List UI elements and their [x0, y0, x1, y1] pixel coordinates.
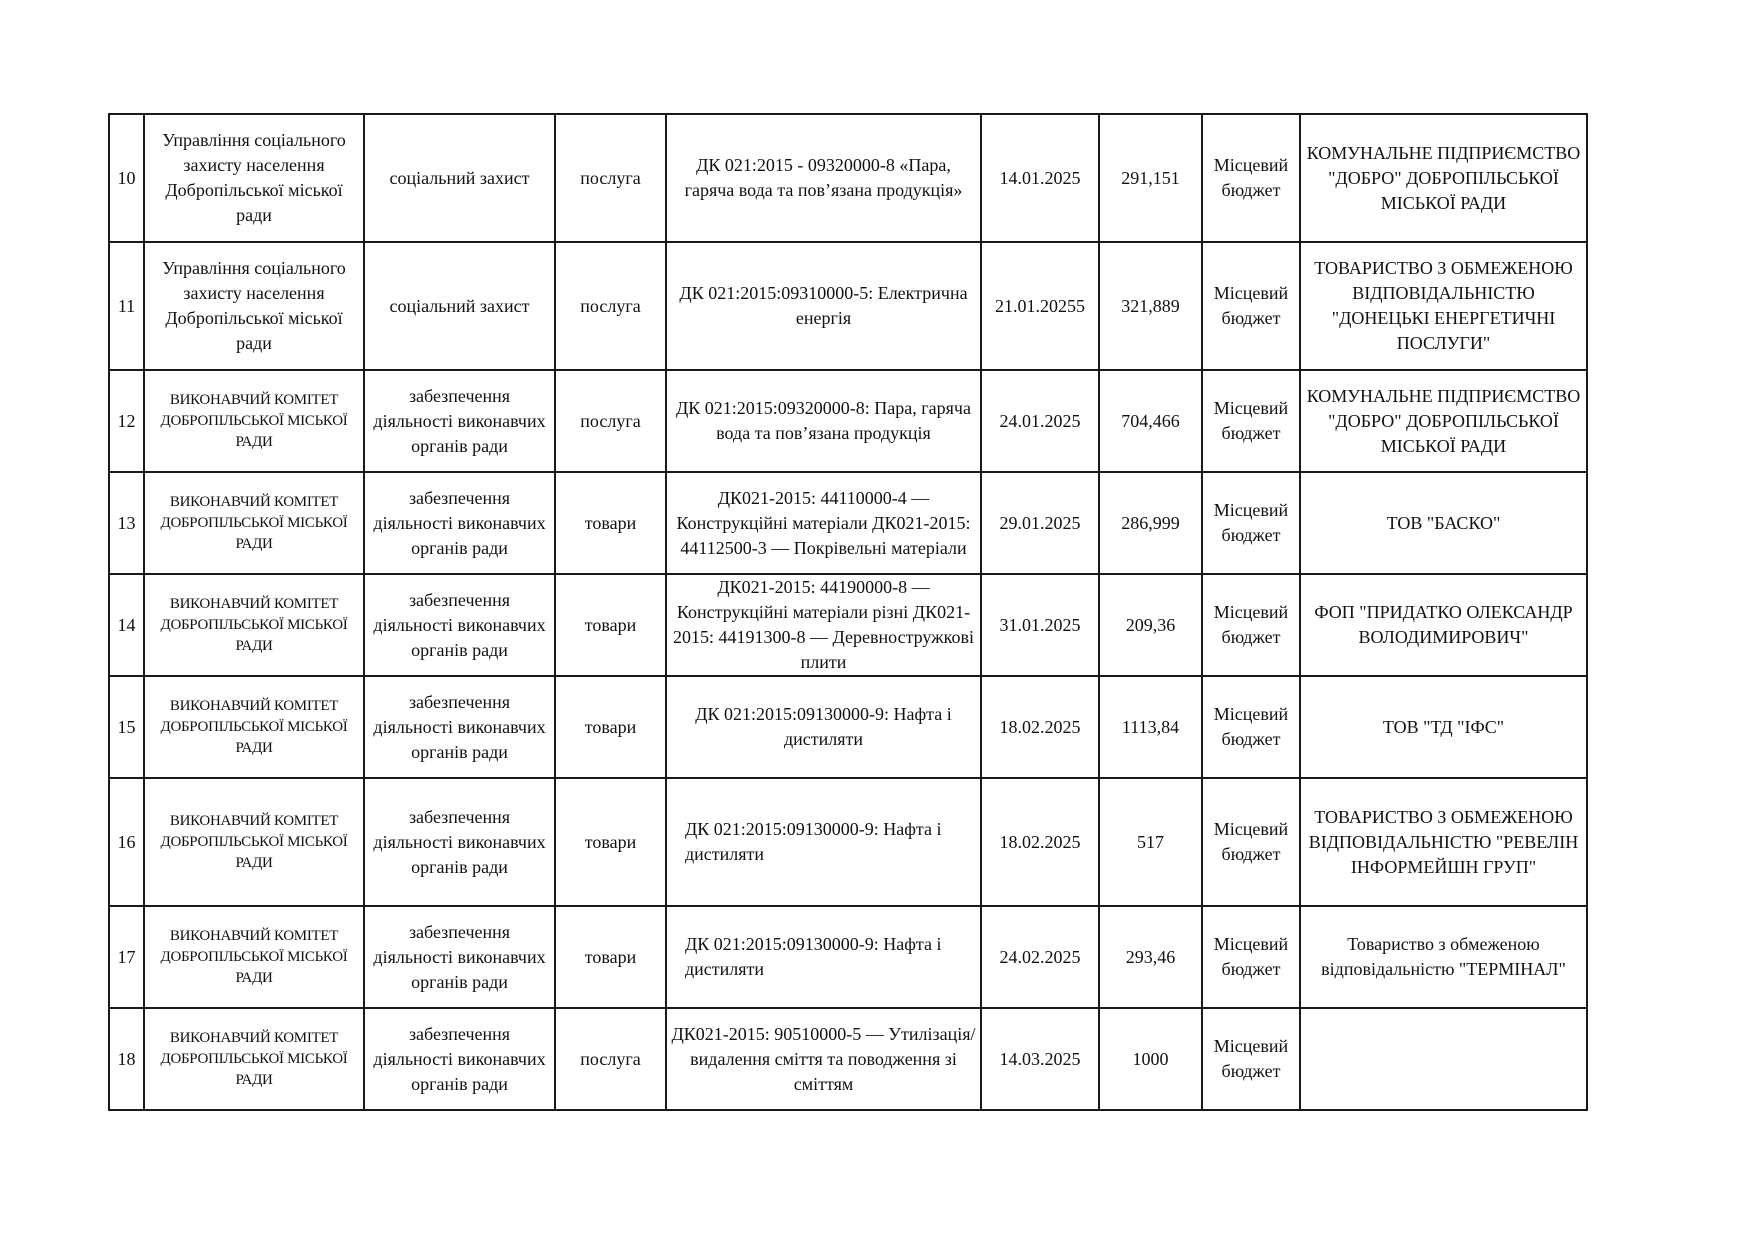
funding-source-cell: Місцевий бюджет	[1202, 114, 1300, 242]
procurement-type-cell: послуга	[555, 242, 666, 370]
supplier-cell: ТОВАРИСТВО З ОБМЕЖЕНОЮ ВІДПОВІДАЛЬНІСТЮ "ДОНЕЦЬКІ ЕНЕРГЕТИЧНІ ПОСЛУГИ"	[1300, 242, 1587, 370]
customer-cell: ВИКОНАВЧИЙ КОМІТЕТ ДОБРОПІЛЬСЬКОЇ МІСЬКОЇ РАДИ	[144, 1008, 364, 1110]
amount-cell: 209,36	[1099, 574, 1202, 676]
sphere-cell: забезпечення діяльності виконавчих органів ради	[364, 906, 555, 1008]
sphere-cell: забезпечення діяльності виконавчих органів ради	[364, 472, 555, 574]
row-number: 18	[109, 1008, 144, 1110]
sphere-cell: забезпечення діяльності виконавчих органів ради	[364, 1008, 555, 1110]
amount-cell: 1000	[1099, 1008, 1202, 1110]
supplier-cell: Товариство з обмеженою відповідальністю "ТЕРМІНАЛ"	[1300, 906, 1587, 1008]
funding-source-cell: Місцевий бюджет	[1202, 906, 1300, 1008]
subject-cell: ДК 021:2015:09310000-5: Електрична енергія	[666, 242, 981, 370]
row-number: 16	[109, 778, 144, 906]
row-number: 15	[109, 676, 144, 778]
customer-cell: ВИКОНАВЧИЙ КОМІТЕТ ДОБРОПІЛЬСЬКОЇ МІСЬКОЇ РАДИ	[144, 472, 364, 574]
procurement-type-cell: товари	[555, 906, 666, 1008]
sphere-cell: соціальний захист	[364, 242, 555, 370]
date-cell: 18.02.2025	[981, 778, 1099, 906]
table-row	[109, 114, 1587, 242]
amount-cell: 286,999	[1099, 472, 1202, 574]
customer-cell: Управління соціального захисту населення Добропільської міської ради	[144, 242, 364, 370]
customer-cell: ВИКОНАВЧИЙ КОМІТЕТ ДОБРОПІЛЬСЬКОЇ МІСЬКОЇ РАДИ	[144, 778, 364, 906]
row-number: 12	[109, 370, 144, 472]
date-cell: 18.02.2025	[981, 676, 1099, 778]
funding-source-cell: Місцевий бюджет	[1202, 242, 1300, 370]
customer-cell: ВИКОНАВЧИЙ КОМІТЕТ ДОБРОПІЛЬСЬКОЇ МІСЬКОЇ РАДИ	[144, 906, 364, 1008]
subject-cell: ДК021-2015: 90510000-5 — Утилізація/видалення сміття та поводження зі сміттям	[666, 1008, 981, 1110]
supplier-cell: КОМУНАЛЬНЕ ПІДПРИЄМСТВО "ДОБРО" ДОБРОПІЛЬСЬКОЇ МІСЬКОЇ РАДИ	[1300, 370, 1587, 472]
sphere-cell: забезпечення діяльності виконавчих органів ради	[364, 370, 555, 472]
subject-cell: ДК 021:2015:09130000-9: Нафта і дистиляти	[666, 906, 981, 1008]
procurement-type-cell: товари	[555, 472, 666, 574]
amount-cell: 1113,84	[1099, 676, 1202, 778]
row-number: 14	[109, 574, 144, 676]
table-row	[109, 778, 1587, 906]
funding-source-cell: Місцевий бюджет	[1202, 778, 1300, 906]
date-cell: 24.02.2025	[981, 906, 1099, 1008]
procurement-type-cell: послуга	[555, 114, 666, 242]
table-row	[109, 676, 1587, 778]
supplier-cell: КОМУНАЛЬНЕ ПІДПРИЄМСТВО "ДОБРО" ДОБРОПІЛЬСЬКОЇ МІСЬКОЇ РАДИ	[1300, 114, 1587, 242]
procurement-type-cell: товари	[555, 778, 666, 906]
funding-source-cell: Місцевий бюджет	[1202, 472, 1300, 574]
funding-source-cell: Місцевий бюджет	[1202, 370, 1300, 472]
supplier-cell: ТОВ "ТД "ІФС"	[1300, 676, 1587, 778]
supplier-cell: ФОП "ПРИДАТКО ОЛЕКСАНДР ВОЛОДИМИРОВИЧ"	[1300, 574, 1587, 676]
customer-cell: ВИКОНАВЧИЙ КОМІТЕТ ДОБРОПІЛЬСЬКОЇ МІСЬКОЇ РАДИ	[144, 370, 364, 472]
amount-cell: 293,46	[1099, 906, 1202, 1008]
table-row	[109, 906, 1587, 1008]
row-number: 17	[109, 906, 144, 1008]
date-cell: 24.01.2025	[981, 370, 1099, 472]
amount-cell: 321,889	[1099, 242, 1202, 370]
table-row	[109, 472, 1587, 574]
table-row	[109, 574, 1587, 676]
row-number: 11	[109, 242, 144, 370]
amount-cell: 517	[1099, 778, 1202, 906]
procurement-type-cell: послуга	[555, 1008, 666, 1110]
sphere-cell: забезпечення діяльності виконавчих органів ради	[364, 574, 555, 676]
funding-source-cell: Місцевий бюджет	[1202, 574, 1300, 676]
row-number: 10	[109, 114, 144, 242]
customer-cell: Управління соціального захисту населення Добропільської міської ради	[144, 114, 364, 242]
subject-cell: ДК021-2015: 44110000-4 — Конструкційні матеріали ДК021-2015: 44112500-3 — Покрівельні матеріали	[666, 472, 981, 574]
procurement-table	[108, 113, 1588, 1111]
supplier-cell	[1300, 1008, 1587, 1110]
sphere-cell: забезпечення діяльності виконавчих органів ради	[364, 676, 555, 778]
date-cell: 14.03.2025	[981, 1008, 1099, 1110]
subject-cell: ДК 021:2015:09130000-9: Нафта і дистиляти	[666, 676, 981, 778]
subject-cell: ДК 021:2015:09320000-8: Пара, гаряча вода та пов’язана продукція	[666, 370, 981, 472]
date-cell: 14.01.2025	[981, 114, 1099, 242]
supplier-cell: ТОВ "БАСКО"	[1300, 472, 1587, 574]
subject-cell: ДК 021:2015:09130000-9: Нафта і дистиляти	[666, 778, 981, 906]
table-row	[109, 370, 1587, 472]
amount-cell: 291,151	[1099, 114, 1202, 242]
table-row	[109, 1008, 1587, 1110]
date-cell: 31.01.2025	[981, 574, 1099, 676]
sphere-cell: соціальний захист	[364, 114, 555, 242]
date-cell: 29.01.2025	[981, 472, 1099, 574]
sphere-cell: забезпечення діяльності виконавчих органів ради	[364, 778, 555, 906]
subject-cell: ДК 021:2015 - 09320000-8 «Пара, гаряча вода та пов’язана продукція»	[666, 114, 981, 242]
customer-cell: ВИКОНАВЧИЙ КОМІТЕТ ДОБРОПІЛЬСЬКОЇ МІСЬКОЇ РАДИ	[144, 574, 364, 676]
funding-source-cell: Місцевий бюджет	[1202, 676, 1300, 778]
amount-cell: 704,466	[1099, 370, 1202, 472]
funding-source-cell: Місцевий бюджет	[1202, 1008, 1300, 1110]
row-number: 13	[109, 472, 144, 574]
table-row	[109, 242, 1587, 370]
subject-cell: ДК021-2015: 44190000-8 — Конструкційні матеріали різні ДК021-2015: 44191300-8 — Деревностружкові плити	[666, 574, 981, 676]
procurement-type-cell: товари	[555, 574, 666, 676]
customer-cell: ВИКОНАВЧИЙ КОМІТЕТ ДОБРОПІЛЬСЬКОЇ МІСЬКОЇ РАДИ	[144, 676, 364, 778]
procurement-type-cell: товари	[555, 676, 666, 778]
supplier-cell: ТОВАРИСТВО З ОБМЕЖЕНОЮ ВІДПОВІДАЛЬНІСТЮ "РЕВЕЛІН ІНФОРМЕЙШН ГРУП"	[1300, 778, 1587, 906]
date-cell: 21.01.20255	[981, 242, 1099, 370]
procurement-type-cell: послуга	[555, 370, 666, 472]
